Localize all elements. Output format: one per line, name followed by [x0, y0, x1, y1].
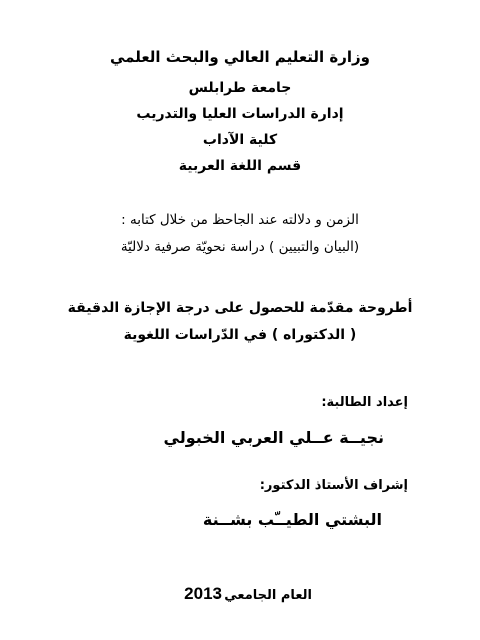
thesis-title-line-1: الزمن و دلالته عند الجاحظ من خلال كتابه : — [121, 212, 359, 228]
thesis-title-line-2: (البيان والتبيين ) دراسة نحويّة صرفية دلاليّة — [120, 239, 360, 255]
supervisor-name: البشتي الطيــّب بشــنة — [202, 510, 382, 529]
academic-year-value: 2013 — [184, 584, 222, 603]
department-name: قسم اللغة العربية — [178, 158, 302, 174]
supervisor-label: إشراف الأستاذ الدكتور: — [259, 478, 408, 493]
student-label: إعداد الطالبة: — [321, 395, 408, 410]
administration-name: إدارة الدراسات العليا والتدريب — [136, 106, 344, 122]
thesis-purpose-line-2: ( الدكتوراه ) في الدّراسات اللغوية — [123, 327, 357, 343]
academic-year-label: العام الجامعي : — [214, 588, 312, 603]
ministry-name: وزارة التعليم العالي والبحث العلمي — [109, 48, 371, 66]
student-name: نجيــة عــلي العربي الخبولي — [163, 428, 384, 447]
university-name: جامعة طرابلس — [188, 80, 292, 96]
faculty-name: كلية الآداب — [202, 132, 278, 148]
thesis-purpose-line-1: أطروحة مقدّمة للحصول على درجة الإجازة الدقيقة — [67, 300, 413, 316]
